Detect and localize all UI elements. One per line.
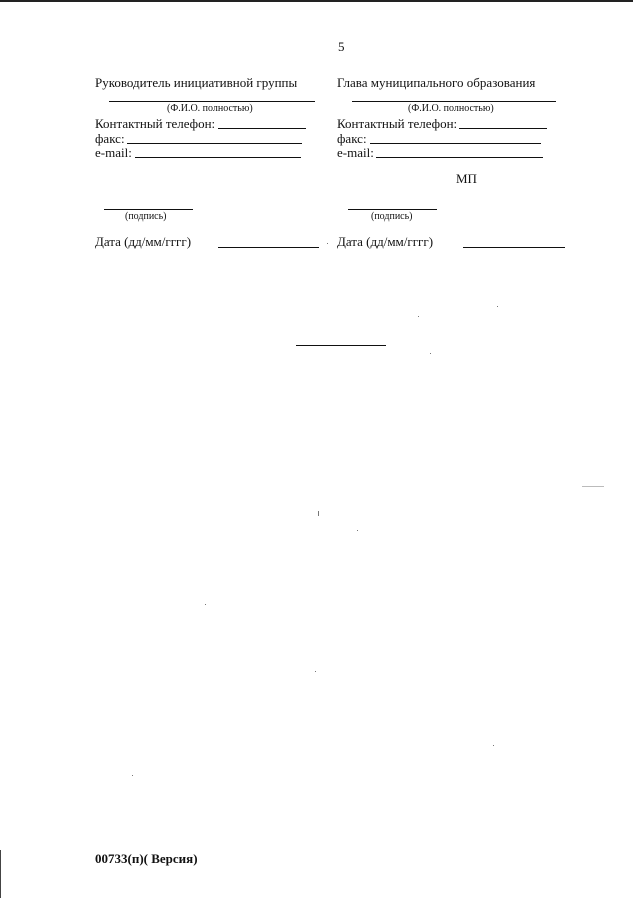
left-email-line <box>135 157 301 158</box>
left-phone-label: Контактный телефон: <box>95 116 216 131</box>
scan-speck <box>582 486 604 487</box>
left-phone-row <box>95 116 320 131</box>
left-date-line <box>218 247 319 248</box>
right-signature-line <box>348 209 437 210</box>
right-fax-line <box>370 143 541 144</box>
right-name-line <box>352 101 556 102</box>
left-signature-line <box>104 209 193 210</box>
right-phone-line <box>459 128 547 129</box>
right-phone-row <box>337 116 569 131</box>
scan-speck <box>430 353 431 354</box>
scan-speck <box>205 604 206 605</box>
footer-code-text: 00733(п)( Версия) <box>95 851 198 866</box>
right-name-caption: (Ф.И.О. полностью) <box>408 103 494 114</box>
left-name-caption: (Ф.И.О. полностью) <box>167 103 253 114</box>
right-fax-row <box>337 131 569 146</box>
right-phone-label: Контактный телефон: <box>337 116 458 131</box>
left-fax-line <box>127 143 302 144</box>
right-email-row <box>337 145 569 160</box>
right-signature-caption: (подпись) <box>371 211 413 222</box>
left-email-label: e-mail: <box>95 145 132 160</box>
scan-left-edge <box>0 850 1 898</box>
scan-speck <box>132 775 133 776</box>
right-heading: Глава муниципального образования <box>337 75 536 90</box>
page-number: 5 <box>338 39 345 54</box>
scan-speck <box>327 243 328 244</box>
left-signature-caption: (подпись) <box>125 211 167 222</box>
left-heading: Руководитель инициативной группы <box>95 75 298 90</box>
right-fax-label: факс: <box>337 130 367 146</box>
right-date-line <box>463 247 565 248</box>
right-email-line <box>376 157 543 158</box>
right-email-label: e-mail: <box>337 145 374 160</box>
left-email-row <box>95 145 320 160</box>
left-date-label: Дата (дд/мм/гггг) <box>95 234 192 249</box>
left-fax-row <box>95 131 320 146</box>
footer-code <box>95 851 198 866</box>
stamp-label: МП <box>456 171 477 186</box>
left-name-line <box>109 101 315 102</box>
scan-speck <box>315 671 316 672</box>
scan-speck <box>418 316 419 317</box>
right-date-label: Дата (дд/мм/гггг) <box>337 234 434 249</box>
scan-speck <box>357 530 358 531</box>
scan-speck <box>318 511 319 516</box>
separator-line <box>296 345 386 346</box>
scan-top-edge <box>0 0 633 2</box>
left-fax-label: факс: <box>95 130 125 146</box>
left-phone-line <box>218 128 306 129</box>
scan-speck <box>493 745 494 746</box>
scan-speck <box>497 306 498 307</box>
